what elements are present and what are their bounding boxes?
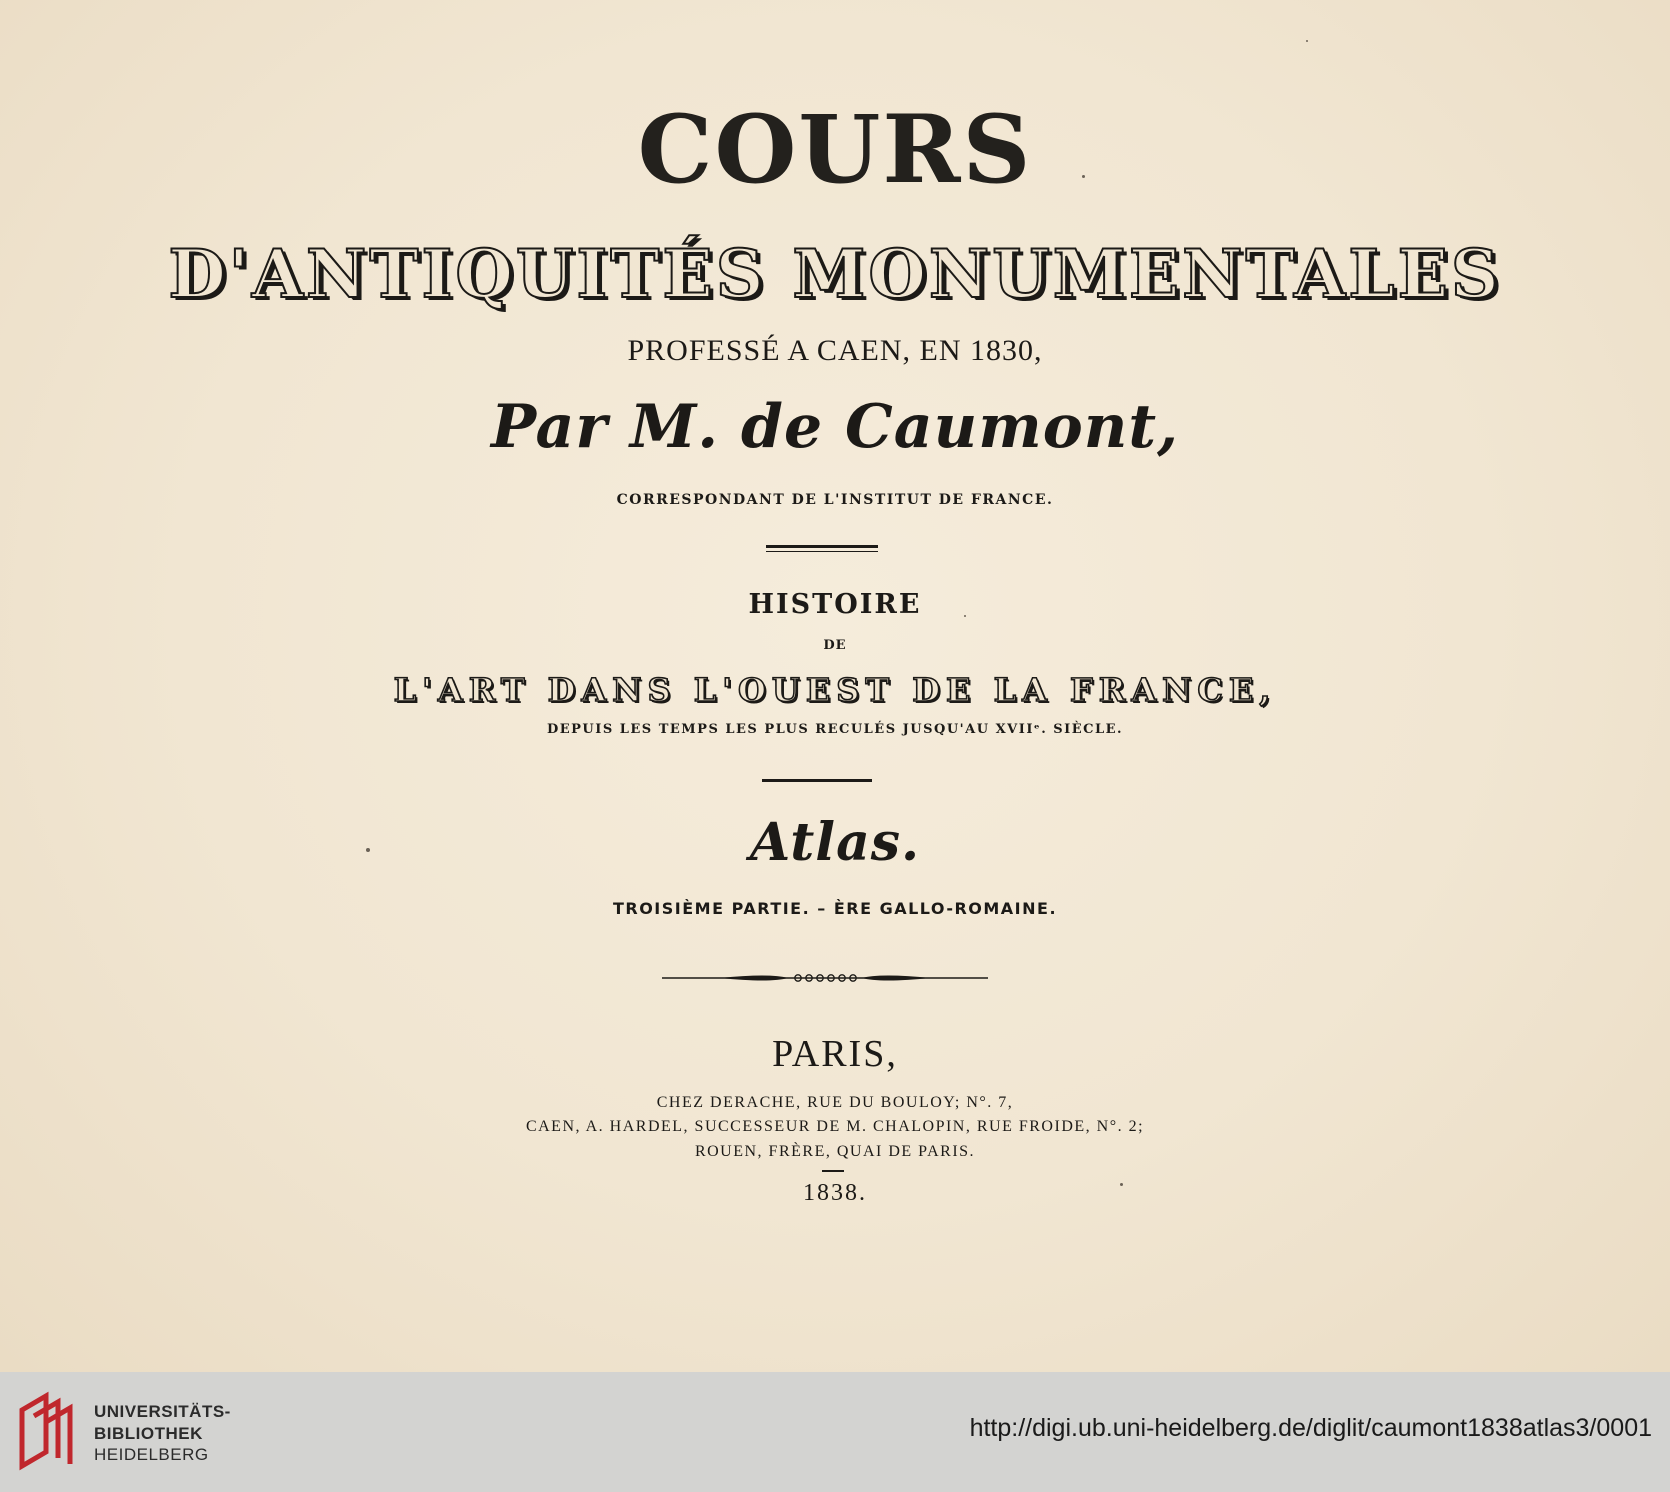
depuis-line: DEPUIS LES TEMPS LES PLUS RECULÉS JUSQU'AU XVIIᵉ. SIÈCLE. — [546, 722, 1124, 737]
partie-line: TROISIÈME PARTIE. – ÈRE GALLO-ROMAINE. — [612, 899, 1058, 918]
double-rule-divider — [766, 545, 878, 552]
year-line: 1838. — [803, 1180, 867, 1206]
paper-speck — [964, 615, 966, 617]
address-line-3: ROUEN, FRÈRE, QUAI DE PARIS. — [694, 1143, 976, 1160]
logo-line-1: UNIVERSITÄTS- — [94, 1402, 231, 1421]
art-ouest-line: L'ART DANS L'OUEST DE LA FRANCE, — [393, 671, 1277, 709]
histoire-heading: HISTOIRE — [748, 589, 922, 620]
logo-line-3: HEIDELBERG — [94, 1445, 209, 1464]
library-book-icon[interactable] — [16, 1388, 76, 1472]
professe-line: PROFESSÉ A CAEN, EN 1830, — [627, 334, 1043, 367]
paper-speck — [1082, 175, 1085, 178]
source-url-link[interactable]: http://digi.ub.uni-heidelberg.de/diglit/caumont1838atlas3/0001 — [969, 1414, 1652, 1442]
author-line: Par M. de Caumont, — [490, 392, 1180, 462]
paper-speck — [366, 848, 370, 852]
de-line: DE — [823, 638, 847, 653]
paper-speck — [1120, 1183, 1123, 1186]
city-line: PARIS, — [772, 1033, 898, 1075]
ornamental-divider-icon — [660, 968, 990, 988]
correspondant-line: CORRESPONDANT DE L'INSTITUT DE FRANCE. — [616, 492, 1054, 508]
address-line-2: CAEN, A. HARDEL, SUCCESSEUR DE M. CHALOPIN, RUE FROIDE, N°. 2; — [525, 1118, 1145, 1135]
footer-bar — [0, 1372, 1670, 1492]
single-rule-divider — [762, 779, 872, 782]
logo-line-2: BIBLIOTHEK — [94, 1424, 203, 1443]
atlas-heading: Atlas. — [749, 812, 921, 873]
small-rule — [822, 1170, 844, 1172]
title-main: COURS — [637, 95, 1033, 205]
paper-speck — [1306, 40, 1308, 42]
address-line-1: CHEZ DERACHE, RUE DU BOULOY; N°. 7, — [656, 1094, 1014, 1111]
title-subtitle: D'ANTIQUITÉS MONUMENTALES — [168, 235, 1502, 313]
